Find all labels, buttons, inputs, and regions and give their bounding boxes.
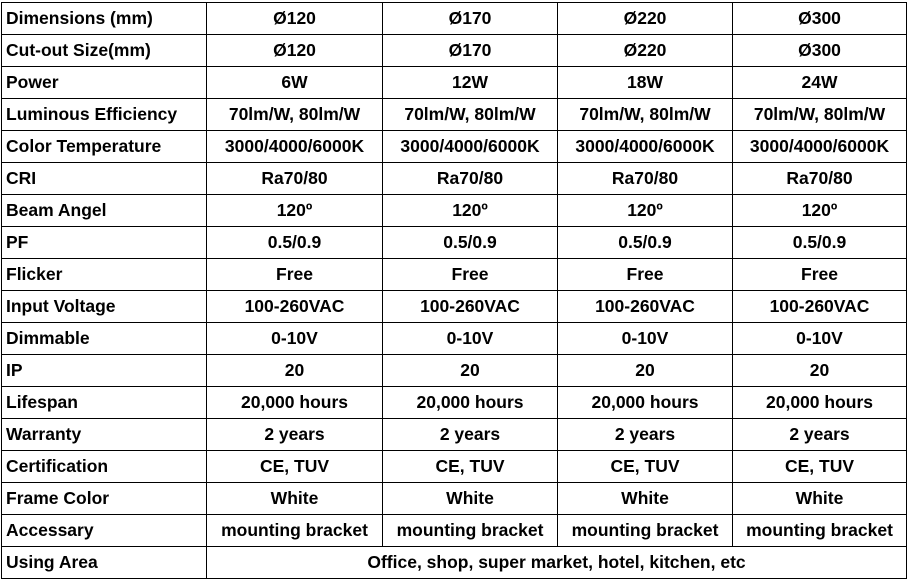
spec-value: mounting bracket	[558, 515, 733, 547]
spec-value: Ra70/80	[733, 163, 907, 195]
spec-label: Certification	[2, 451, 207, 483]
spec-value: 2 years	[733, 419, 907, 451]
spec-value: 120º	[733, 195, 907, 227]
table-row	[2, 259, 907, 291]
spec-value: 70lm/W, 80lm/W	[207, 99, 383, 131]
spec-label: Power	[2, 67, 207, 99]
spec-label: Cut-out Size(mm)	[2, 35, 207, 67]
spec-value: mounting bracket	[207, 515, 383, 547]
spec-value: 70lm/W, 80lm/W	[558, 99, 733, 131]
table-row	[2, 451, 907, 483]
spec-value: CE, TUV	[383, 451, 558, 483]
table-row	[2, 483, 907, 515]
spec-value: 12W	[383, 67, 558, 99]
spec-value: 120º	[207, 195, 383, 227]
spec-value: 0.5/0.9	[733, 227, 907, 259]
spec-value: Free	[558, 259, 733, 291]
spec-value: 20	[207, 355, 383, 387]
table-row	[2, 515, 907, 547]
spec-value: Ø220	[558, 35, 733, 67]
spec-value: Free	[733, 259, 907, 291]
spec-value: 3000/4000/6000K	[733, 131, 907, 163]
table-row	[2, 195, 907, 227]
spec-value: 0-10V	[733, 323, 907, 355]
spec-value: 100-260VAC	[383, 291, 558, 323]
spec-value: 0.5/0.9	[558, 227, 733, 259]
table-row	[2, 355, 907, 387]
spec-value: 2 years	[383, 419, 558, 451]
spec-value: 3000/4000/6000K	[558, 131, 733, 163]
spec-value: 0-10V	[383, 323, 558, 355]
spec-value: 20	[558, 355, 733, 387]
spec-value: mounting bracket	[383, 515, 558, 547]
spec-value: 120º	[558, 195, 733, 227]
spec-label: Dimensions (mm)	[2, 3, 207, 35]
table-row	[2, 35, 907, 67]
table-row	[2, 3, 907, 35]
spec-label: Input Voltage	[2, 291, 207, 323]
spec-table-body	[2, 3, 907, 579]
using-area-row	[2, 547, 907, 579]
spec-value: 3000/4000/6000K	[383, 131, 558, 163]
spec-value: Free	[207, 259, 383, 291]
spec-value: 0-10V	[207, 323, 383, 355]
spec-label: Luminous Efficiency	[2, 99, 207, 131]
spec-value: 2 years	[558, 419, 733, 451]
spec-label: Accessary	[2, 515, 207, 547]
spec-value: 24W	[733, 67, 907, 99]
spec-label: Flicker	[2, 259, 207, 291]
spec-value: Ø170	[383, 3, 558, 35]
spec-label: IP	[2, 355, 207, 387]
spec-value: 3000/4000/6000K	[207, 131, 383, 163]
spec-value: White	[207, 483, 383, 515]
spec-value: 20,000 hours	[207, 387, 383, 419]
spec-value: White	[733, 483, 907, 515]
spec-value: Ø120	[207, 3, 383, 35]
spec-value: White	[383, 483, 558, 515]
spec-label: CRI	[2, 163, 207, 195]
spec-value: 0-10V	[558, 323, 733, 355]
spec-value: 70lm/W, 80lm/W	[733, 99, 907, 131]
using-area-label: Using Area	[2, 547, 207, 579]
spec-value: Ø120	[207, 35, 383, 67]
table-row	[2, 323, 907, 355]
spec-table	[1, 2, 907, 579]
table-row	[2, 99, 907, 131]
spec-value: Ø300	[733, 3, 907, 35]
table-row	[2, 227, 907, 259]
spec-value: 6W	[207, 67, 383, 99]
spec-value: Ø300	[733, 35, 907, 67]
spec-value: 120º	[383, 195, 558, 227]
spec-value: 20,000 hours	[383, 387, 558, 419]
spec-label: Lifespan	[2, 387, 207, 419]
spec-label: Beam Angel	[2, 195, 207, 227]
spec-value: 2 years	[207, 419, 383, 451]
spec-value: 100-260VAC	[558, 291, 733, 323]
spec-value: 20,000 hours	[558, 387, 733, 419]
spec-label: PF	[2, 227, 207, 259]
spec-value: Ø170	[383, 35, 558, 67]
table-row	[2, 387, 907, 419]
table-row	[2, 291, 907, 323]
spec-value: 100-260VAC	[207, 291, 383, 323]
spec-label: Frame Color	[2, 483, 207, 515]
spec-value: CE, TUV	[558, 451, 733, 483]
table-row	[2, 131, 907, 163]
spec-label: Warranty	[2, 419, 207, 451]
spec-value: CE, TUV	[733, 451, 907, 483]
table-row	[2, 419, 907, 451]
spec-value: White	[558, 483, 733, 515]
spec-value: Ra70/80	[383, 163, 558, 195]
spec-value: 100-260VAC	[733, 291, 907, 323]
spec-value: 20	[383, 355, 558, 387]
spec-value: mounting bracket	[733, 515, 907, 547]
spec-value: 20	[733, 355, 907, 387]
spec-value: Ø220	[558, 3, 733, 35]
spec-value: Free	[383, 259, 558, 291]
using-area-value: Office, shop, super market, hotel, kitchen, etc	[207, 547, 907, 579]
spec-value: 20,000 hours	[733, 387, 907, 419]
spec-value: Ra70/80	[558, 163, 733, 195]
spec-value: 70lm/W, 80lm/W	[383, 99, 558, 131]
spec-value: 0.5/0.9	[383, 227, 558, 259]
spec-value: Ra70/80	[207, 163, 383, 195]
spec-label: Dimmable	[2, 323, 207, 355]
spec-value: 18W	[558, 67, 733, 99]
spec-value: CE, TUV	[207, 451, 383, 483]
table-row	[2, 163, 907, 195]
spec-label: Color Temperature	[2, 131, 207, 163]
spec-value: 0.5/0.9	[207, 227, 383, 259]
table-row	[2, 67, 907, 99]
